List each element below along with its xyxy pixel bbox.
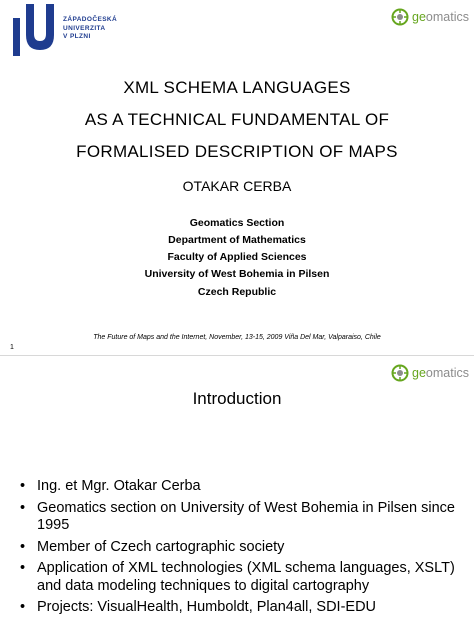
- geomatics-logo-text-part: omatics: [425, 366, 469, 380]
- university-name-line: ZÁPADOČESKÁ: [63, 16, 118, 23]
- geomatics-logo-text-part: omatics: [425, 10, 469, 24]
- geomatics-logo: [391, 8, 469, 26]
- university-name-line: V PLZNI: [63, 33, 91, 40]
- author-name: OTAKAR CERBA: [182, 178, 292, 194]
- affiliation-line: Czech Republic: [197, 286, 277, 298]
- affiliation-line: University of West Bohemia in Pilsen: [144, 268, 330, 280]
- university-name-line: UNIVERZITA: [63, 24, 106, 32]
- geomatics-logo-text: [412, 366, 469, 380]
- conference-info: The Future of Maps and the Internet, November, 13-15, 2009 Viña Del Mar, Valparaiso, Chile: [93, 334, 381, 341]
- bullet-item: • Ing. et Mgr. Otakar Cerba: [18, 478, 463, 496]
- slide-title-line: XML SCHEMA LANGUAGES: [123, 78, 351, 97]
- university-logo-icon: [10, 4, 60, 56]
- university-name: [63, 16, 117, 42]
- slide-title-line: FORMALISED DESCRIPTION OF MAPS: [76, 142, 398, 161]
- geomatics-logo-text-part: ge: [412, 366, 426, 380]
- affiliation-line: Geomatics Section: [189, 217, 285, 229]
- geomatics-logo: [391, 364, 469, 382]
- affiliation-line: Department of Mathematics: [168, 234, 306, 246]
- geomatics-logo-text: [412, 10, 469, 24]
- bullet-item: • Geomatics section on University of West Bohemia in Pilsen since 1995: [18, 500, 463, 535]
- slide-title: Introduction: [192, 389, 282, 408]
- affiliation-line: Faculty of Applied Sciences: [167, 251, 307, 263]
- slide-title-line: AS A TECHNICAL FUNDAMENTAL OF: [84, 110, 390, 129]
- bullet-item: • Projects: VisualHealth, Humboldt, Plan4all, SDI-EDU: [18, 599, 463, 617]
- bullet-list: [18, 478, 463, 621]
- page-number: 1: [10, 344, 14, 351]
- geomatics-logo-icon: [391, 8, 409, 26]
- geomatics-logo-icon: [391, 364, 409, 382]
- bullet-item: • Application of XML technologies (XML schema languages, XSLT) and data modeling techniques to digital cartography: [18, 560, 463, 595]
- geomatics-logo-text-part: ge: [412, 10, 426, 24]
- introduction-slide: [0, 356, 474, 632]
- bullet-item: • Member of Czech cartographic society: [18, 539, 463, 557]
